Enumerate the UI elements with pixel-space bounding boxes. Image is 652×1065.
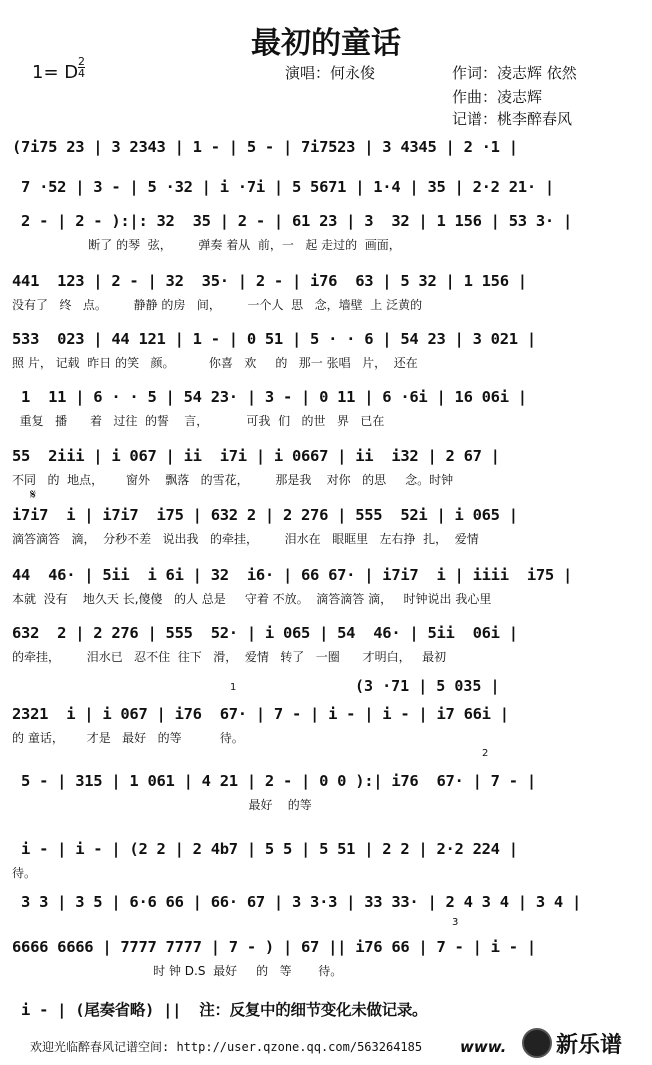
lyrics-line: 待。: [12, 866, 37, 880]
score-row: [12, 938, 637, 978]
lyrics-line: 的牵挂， 泪水已 忍不住 往下 滑， 爱情 转了 一圈 才明白， 最初: [12, 650, 447, 664]
composer-credit: 作曲：凌志辉: [452, 88, 543, 106]
transcriber-credit: 记谱：桃李醉春风: [452, 110, 573, 128]
lyrics-line: 时 钟 D.S 最好 的 等 待。: [12, 964, 343, 978]
notes-line: 3 3 | 3 5 | 6·6 66 | 66· 67 | 3 3·3 | 33 33· | 2 4 3 4 | 3 4 |: [12, 893, 582, 911]
site-url: www.: [460, 1038, 507, 1056]
score-row: [12, 705, 637, 745]
key-signature: 1= D: [32, 62, 79, 83]
segno-mark: 𝄋: [30, 487, 37, 503]
notes-line: 2321 i | i 067 | i76 67· | 7 - | i - | i - | i7 66i |: [12, 705, 509, 723]
lyrics-line: 重复 播 着 过往 的誓 言， 可我 们 的世 界 已在: [12, 414, 385, 428]
score-row: [12, 506, 637, 546]
score-row: [12, 330, 637, 370]
score-row: [12, 624, 637, 664]
notes-line: 55 2iii | i 067 | ii i7i | i 0667 | ii i32 | 2 67 |: [12, 447, 500, 465]
score-row: [12, 772, 637, 812]
score-row: [12, 388, 637, 428]
song-title: 最初的童话: [251, 26, 401, 61]
lyrics-line: 最好 的等: [12, 798, 312, 812]
notes-line: 632 2 | 2 276 | 555 52· | i 065 | 54 46· | 5ii 06i |: [12, 624, 518, 642]
lyrics-line: 的 童话， 才是 最好 的等 待。: [12, 731, 244, 745]
brand-logo-text: 新乐谱: [556, 1033, 623, 1058]
footer-text: 欢迎光临醉春风记谱空间: http://user.qzone.qq.com/563264185: [30, 1040, 423, 1054]
lyrics-line: 滴答滴答 滴， 分秒不差 说出我 的牵挂， 泪水在 眼眶里 左右挣 扎， 爱情: [12, 532, 479, 546]
score-row: [12, 138, 637, 160]
volta-3-marker: 3: [452, 917, 459, 928]
notes-line: 2 - | 2 - ):|: 32 35 | 2 - | 61 23 | 3 32 | 1 156 | 53 3· |: [12, 212, 572, 230]
volta-1-marker: 1: [230, 682, 237, 693]
notes-line: i - | i - | (2 2 | 2 4b7 | 5 5 | 5 51 | 2 2 | 2·2 224 |: [12, 840, 518, 858]
logo-disc-icon: [522, 1028, 552, 1058]
notes-line: (7i75 23 | 3 2343 | 1 - | 5 - | 7i7523 | 3 4345 | 2 ·1 |: [12, 138, 518, 156]
notes-line: 1 11 | 6 · · 5 | 54 23· | 3 - | 0 11 | 6 ·6i | 16 06i |: [12, 388, 527, 406]
score-row: [12, 893, 637, 915]
time-bottom: 4: [78, 67, 85, 80]
lyrics-line: 不同 的 地点， 窗外 飘落 的雪花， 那是我 对你 的思 念。时钟: [12, 473, 454, 487]
score-row: [12, 272, 637, 312]
notes-line: 533 023 | 44 121 | 1 - | 0 51 | 5 · · 6 | 54 23 | 3 021 |: [12, 330, 536, 348]
score-row: [12, 212, 637, 252]
lyrics-line: 照 片， 记载 昨日 的笑 颜。 你喜 欢 的 那一 张唱 片， 还在: [12, 356, 418, 370]
notes-line: 7 ·52 | 3 - | 5 ·32 | i ·7i | 5 5671 | 1·4 | 35 | 2·2 21· |: [12, 178, 554, 196]
time-signature: [78, 56, 85, 79]
lyrics-line: 断了 的琴 弦， 弹奏 着从 前，一 起 走过的 画面，: [12, 238, 401, 252]
singer-credit: 演唱：何永俊: [285, 64, 376, 82]
notes-line: 6666 6666 | 7777 7777 | 7 - ) | 67 || i76 66 | 7 - | i - |: [12, 938, 536, 956]
score-row: [12, 178, 637, 200]
notes-line: 441 123 | 2 - | 32 35· | 2 - | i76 63 | 5 32 | 1 156 |: [12, 272, 527, 290]
notes-line: i7i7 i | i7i7 i75 | 632 2 | 2 276 | 555 52i | i 065 |: [12, 506, 518, 524]
notes-line: 44 46· | 5ii i 6i | 32 i6· | 66 67· | i7i7 i | iiii i75 |: [12, 566, 572, 584]
lyrics-line: 没有了 终 点。 静静 的房 间， 一个人 思 念，墙壁 上 泛黄的: [12, 298, 423, 312]
time-top: 2: [78, 55, 85, 68]
score-row: [12, 998, 637, 1020]
score-row: [12, 566, 637, 606]
score-row: [12, 447, 637, 487]
score-row: [12, 840, 637, 880]
notes-line: i - | (尾奏省略) || 注：反复中的细节变化未做记录。: [12, 1001, 428, 1019]
prelude-marker: (3 ·71 | 5 035 |: [355, 677, 500, 695]
lyrics-line: 本就 没有 地久天 长,傻傻 的人 总是 守着 不放。 滴答滴答 滴， 时钟说出 我心里: [12, 592, 492, 606]
notes-line: 5 - | 315 | 1 061 | 4 21 | 2 - | 0 0 ):| i76 67· | 7 - |: [12, 772, 536, 790]
volta-2-marker: 2: [482, 748, 489, 759]
lyricist-credit: 作词：凌志辉 依然: [452, 64, 577, 82]
